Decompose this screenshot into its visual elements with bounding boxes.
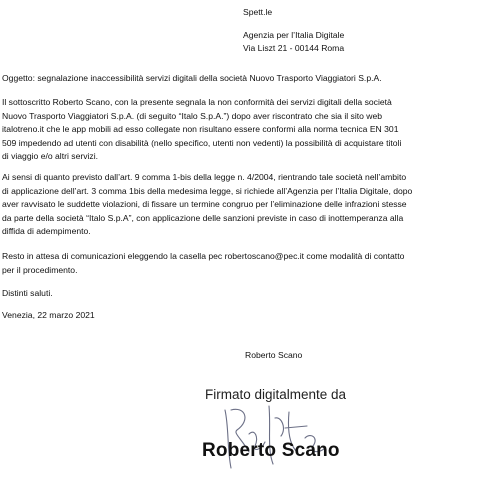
paragraph-line: per il procedimento. bbox=[2, 264, 78, 275]
paragraph-line: Resto in attesa di comunicazioni eleggendo la casella pec robertoscano@pec.it come modalità di contatto bbox=[2, 251, 405, 261]
paragraph-line: di applicazione dell’art. 3 comma 1bis della medesima legge, si richiede all’Agenzia per l’Italia Digitale, dopo bbox=[2, 185, 413, 196]
paragraph-line: di viaggio e/o altri servizi. bbox=[2, 151, 99, 162]
recipient-name: Agenzia per l’Italia Digitale bbox=[243, 30, 345, 40]
closing-greeting: Distinti saluti. bbox=[2, 288, 53, 298]
subject-line: Oggetto: segnalazione inaccessibilità servizi digitali della società Nuovo Trasporto Viaggiatori S.p.A. bbox=[2, 73, 382, 83]
recipient-address: Via Liszt 21 - 00144 Roma bbox=[243, 43, 345, 53]
digital-signature-label: Firmato digitalmente da bbox=[205, 387, 347, 402]
digital-signature-name: Roberto Scano bbox=[202, 440, 340, 461]
paragraph-line: Nuovo Trasporto Viaggiatori S.p.A. (di seguito “Italo S.p.A.”) dopo aver riscontrato che sia il sito web bbox=[2, 110, 383, 121]
body-paragraph-3 bbox=[2, 250, 494, 277]
paragraph-line: da parte della società “Italo S.p.A”, con applicazione delle sanzioni previste in caso di inottemperanza alla bbox=[2, 212, 404, 223]
signer-name: Roberto Scano bbox=[245, 350, 303, 360]
paragraph-line: italotreno.it che le app mobili ad esso collegate non risultano essere conformi alla norma tecnica EN 301 bbox=[2, 124, 399, 135]
paragraph-line: 509 impedendo ad utenti con disabilità (nello specifico, utenti non vedenti) la possibilità di acquistare titoli bbox=[2, 137, 402, 148]
place-date: Venezia, 22 marzo 2021 bbox=[2, 310, 95, 320]
paragraph-line: diffida di adempimento. bbox=[2, 226, 91, 237]
paragraph-line: Ai sensi di quanto previsto dall’art. 9 comma 1-bis della legge n. 4/2004, rientrando tale società nell’ambito bbox=[2, 172, 407, 182]
handwritten-signature bbox=[215, 398, 335, 478]
paragraph-line: aver ravvisato le suddette violazioni, di fissare un termine congruo per l’eliminazione delle infrazioni stesse bbox=[2, 199, 407, 210]
recipient-salutation: Spett.le bbox=[243, 7, 273, 17]
paragraph-line: Il sottoscritto Roberto Scano, con la presente segnala la non conformità dei servizi digitali della società bbox=[2, 97, 392, 107]
body-paragraph-2 bbox=[2, 171, 494, 239]
body-paragraph-1 bbox=[2, 96, 494, 164]
